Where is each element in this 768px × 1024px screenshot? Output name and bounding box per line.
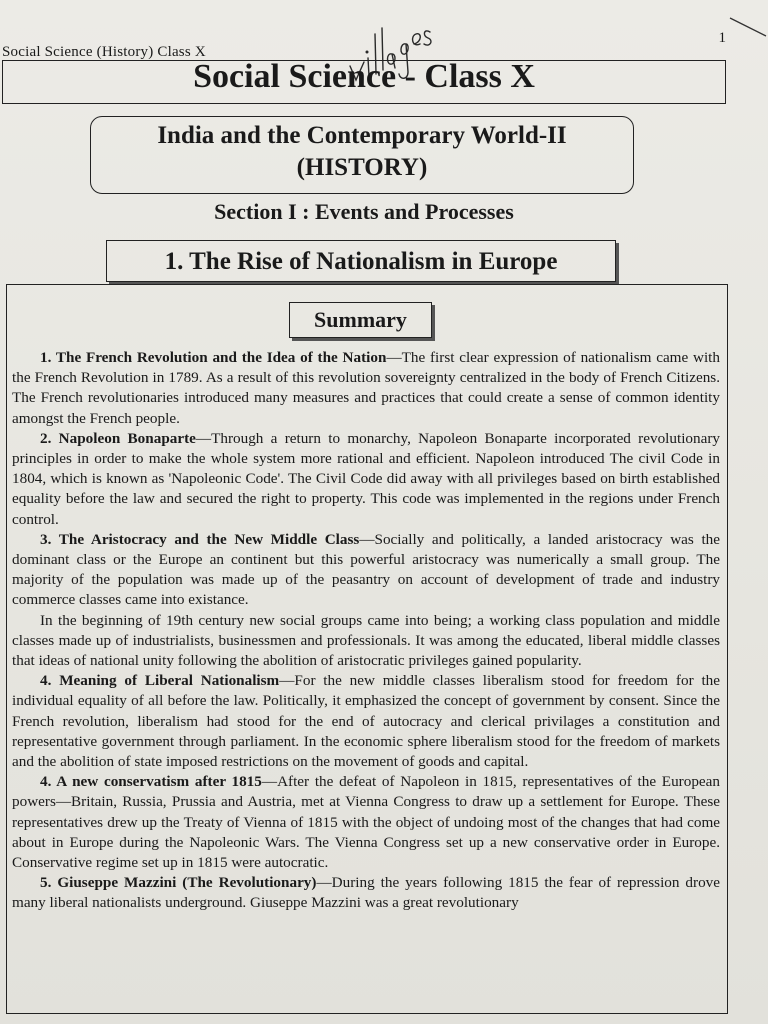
paragraph-text: In the beginning of 19th century new social groups came into being; a working class population and middle classes made up of industrialists, businessmen and professionals. It was among the educated, liberal middle classes that ideas of national unity following the abolition of aristocratic privileges gained popularity. <box>12 611 720 670</box>
paragraph-text: —Through a return to monarchy, Napoleon Bonaparte incorporated revolutionary principles in order to make the whole system more rational and efficient. Napoleon introduced The civil Code in 1804, which is known as 'Napoleonic Code'. The Civil Code did away with all privileges based on birth established equality before the law and secured the right to property. This code was implemented in the regions under French control. <box>12 429 720 528</box>
paragraph-heading: 2. Napoleon Bonaparte <box>40 429 196 447</box>
paragraph-heading: 4. A new conservatism after 1815 <box>40 773 262 791</box>
paragraph-text: —After the defeat of Napoleon in 1815, representatives of the European powers—Britain, Russia, Prussia and Austria, met at Vienna Congress to draw up a settlement for Europe. These representatives drew up the Treaty of Vienna of 1815 with the object of undoing most of the changes that had come about in Europe during the Napoleonic Wars. The Vienna Congress set up a new conservative order in Europe. Conservative regime set up in 1815 were autocratic. <box>12 773 720 872</box>
section-heading: Section I : Events and Processes <box>214 199 514 224</box>
paragraph-text: —During the years following 1815 the fear of repression drove many liberal nationalists underground. Giuseppe Mazzini was a great revolutionary <box>12 874 720 912</box>
summary-content <box>12 348 720 914</box>
paragraph <box>12 671 720 772</box>
paragraph-heading: 4. Meaning of Liberal Nationalism <box>40 672 280 690</box>
book-title: India and the Contemporary World-II <box>157 122 567 149</box>
paragraph-heading: 5. Giuseppe Mazzini (The Revolutionary) <box>40 874 317 892</box>
paragraph <box>12 348 720 429</box>
running-head: Social Science (History) Class X <box>2 44 206 60</box>
page-number: 1 <box>718 30 726 46</box>
paragraph <box>12 530 720 611</box>
chapter-title: 1. The Rise of Nationalism in Europe <box>164 248 558 275</box>
summary-label-box <box>289 302 432 338</box>
chapter-title-box <box>106 240 616 282</box>
main-title-box <box>2 60 726 104</box>
paragraph <box>12 772 720 873</box>
main-title: Social Science - Class X <box>193 58 535 95</box>
paragraph-heading: 1. The French Revolution and the Idea of the Nation <box>40 349 387 366</box>
margin-mark <box>728 14 768 44</box>
paragraph <box>12 873 720 913</box>
paragraph-text: —Socially and politically, a landed aristocracy was the dominant class or the Europe an continent but this powerful aristocracy was numerically a small group. The majority of the population was made up of the peasantry on account of development of trade and industry commerce classes came into existance. <box>12 530 720 609</box>
paragraph-heading: 3. The Aristocracy and the New Middle Class <box>40 530 360 548</box>
summary-label: Summary <box>314 307 407 332</box>
paragraph <box>12 611 720 672</box>
paragraph <box>12 429 720 530</box>
paragraph-text: —For the new middle classes liberalism stood for freedom for the individual equality of all before the law. Politically, it emphasized the concept of government by consent. Since the French revolution, liberalism had stood for the end of autocracy and clerical privilages a constitution and representative government through parliament. In the economic sphere liberalism stood for the freedom of markets and the abolition of state imposed restrictions on the movement of goods and capital. <box>12 672 721 771</box>
book-subtitle: (HISTORY) <box>296 154 428 181</box>
paragraph-text: —The first clear expression of nationalism came with the French Revolution in 1789. As a result of this revolution sovereignty centralized in the body of French Citizens. The French revolutionaries introduced many measures and practices that could create a sense of common identity amongst the French people. <box>12 349 720 427</box>
book-title-box <box>90 116 634 194</box>
